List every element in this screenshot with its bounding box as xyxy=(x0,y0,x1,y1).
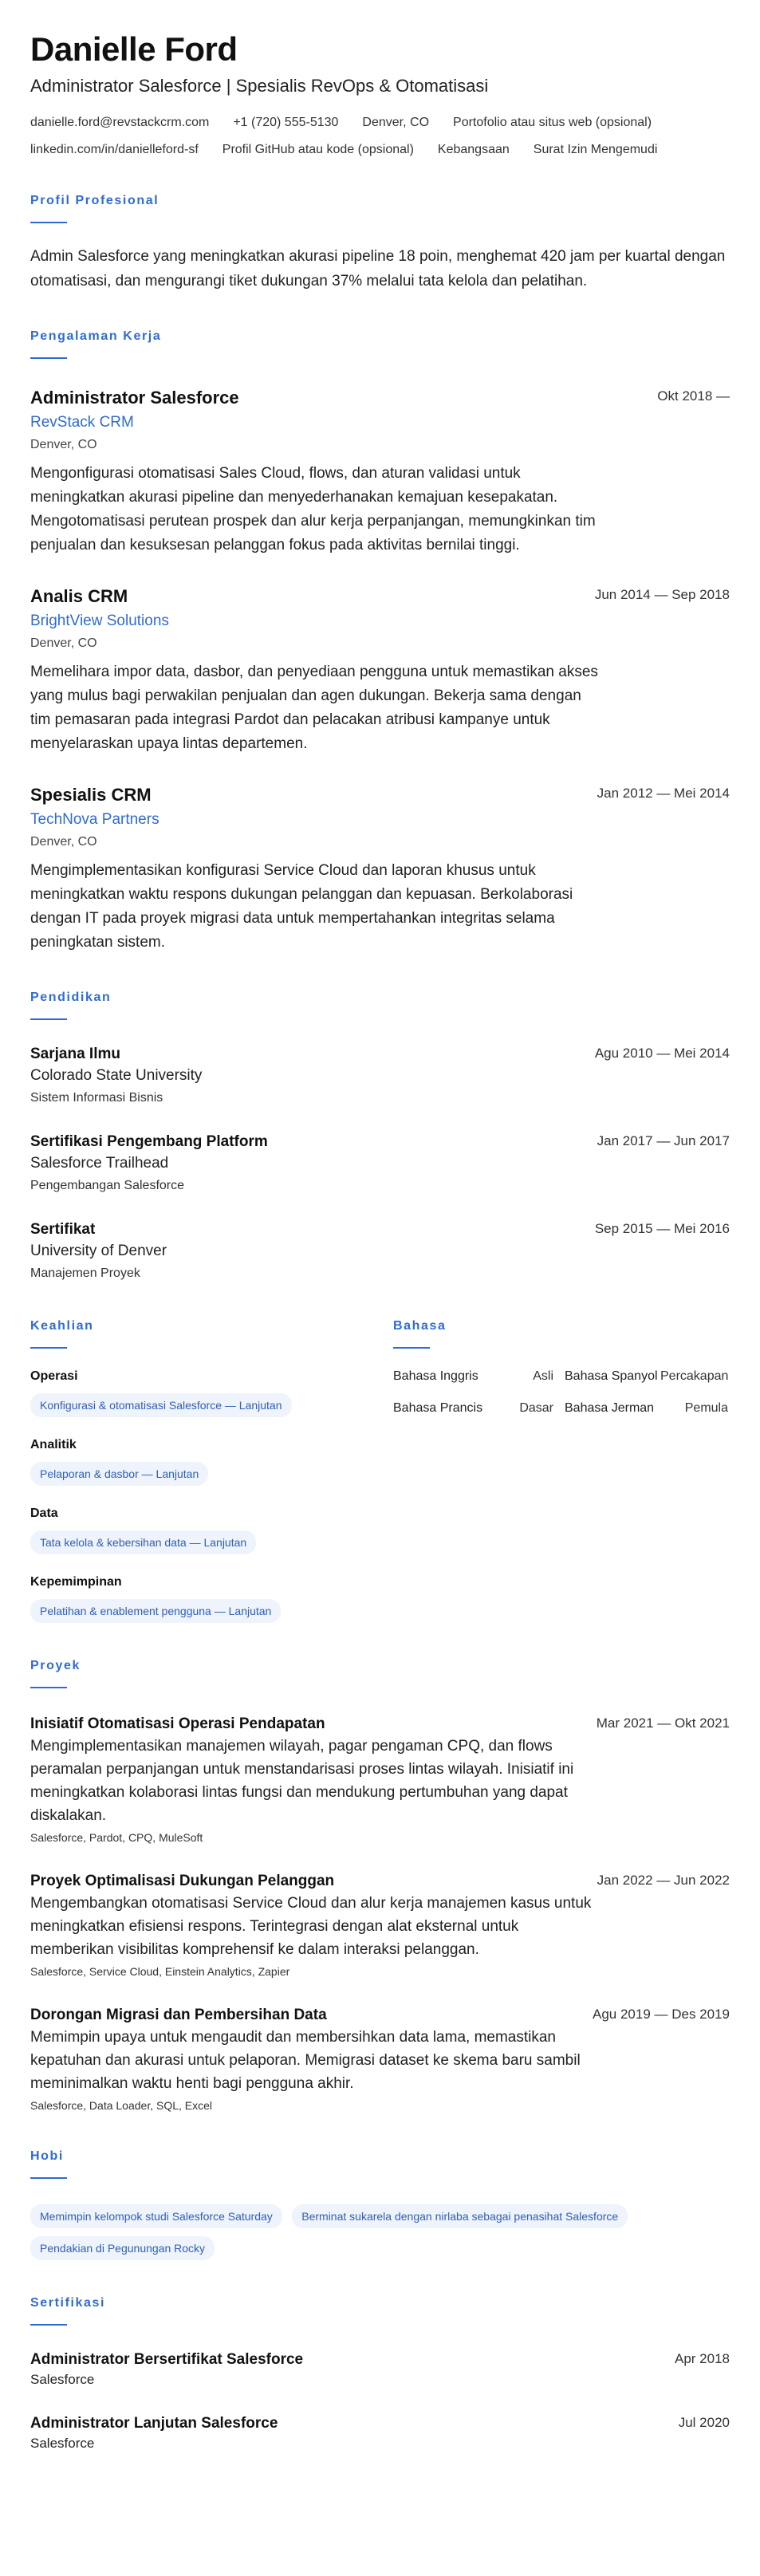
hobby-chip: Berminat sukarela dengan nirlaba sebagai penasihat Salesforce xyxy=(292,2204,628,2228)
hobbies-list xyxy=(30,2196,732,2260)
project-date: Agu 2019 — Des 2019 xyxy=(592,2007,730,2022)
section-divider xyxy=(30,357,67,359)
education-date: Sep 2015 — Mei 2016 xyxy=(594,1221,730,1236)
hobby-chip: Pendakian di Pegunungan Rocky xyxy=(30,2236,215,2260)
skills-languages-row xyxy=(30,1318,730,1623)
project-title: Dorongan Migrasi dan Pembersihan Data xyxy=(30,2007,327,2023)
contact-location: Denver, CO xyxy=(362,116,430,129)
hobby-chip: Memimpin kelompok studi Salesforce Saturday xyxy=(30,2204,282,2228)
certification-name: Administrator Lanjutan Salesforce xyxy=(30,2415,278,2432)
project-description: Mengembangkan otomatisasi Service Cloud dan alur kerja manajemen kasus untuk meningkatkan efisiensi respons. Terintegrasi dengan alat eksternal untuk memberikan visibilitas komprehensif ke dalam interaksi pelanggan. xyxy=(30,1895,592,1958)
languages-section xyxy=(393,1318,728,1623)
skill-chip: Pelaporan & dasbor — Lanjutan xyxy=(30,1462,208,1486)
language-name: Bahasa Jerman xyxy=(565,1401,655,1415)
job-description: Memelihara impor data, dasbor, dan penyediaan pengguna untuk memastikan akses yang mulus bagi perwakilan penjualan dan agen dukungan. Bekerja sama dengan tim pemasaran pada integrasi Pardot dan pelacakan atribusi kampanye untuk menyelaraskan upaya lintas departemen. xyxy=(30,664,598,752)
education-entry xyxy=(30,1132,730,1195)
education-school: Colorado State University xyxy=(30,1067,203,1084)
section-title: Bahasa xyxy=(393,1319,447,1333)
job-location: Denver, CO xyxy=(30,636,97,650)
language-name: Bahasa Prancis xyxy=(393,1401,483,1415)
skill-category: Analitik xyxy=(30,1438,77,1451)
education-field: Pengembangan Salesforce xyxy=(30,1179,185,1192)
language-name: Bahasa Inggris xyxy=(393,1369,478,1383)
education-degree: Sertifikat xyxy=(30,1221,96,1238)
section-divider xyxy=(30,2177,67,2179)
skill-category: Data xyxy=(30,1507,58,1520)
education-degree: Sertifikasi Pengembang Platform xyxy=(30,1133,268,1150)
candidate-name: Danielle Ford xyxy=(30,30,238,68)
project-date: Jan 2022 — Jun 2022 xyxy=(597,1873,730,1888)
section-divider xyxy=(30,1347,67,1349)
section-title: Sertifikasi xyxy=(30,2296,106,2310)
projects-section xyxy=(30,1658,730,2113)
contact-email[interactable]: danielle.ford@revstackcrm.com xyxy=(30,116,210,129)
education-school: University of Denver xyxy=(30,1243,167,1259)
education-field: Manajemen Proyek xyxy=(30,1266,140,1280)
language-level: Dasar xyxy=(519,1401,553,1415)
job-company: BrightView Solutions xyxy=(30,612,169,629)
summary-text: Admin Salesforce yang meningkatkan akurasi pipeline 18 poin, menghemat 420 jam per kuartal dengan otomatisasi, dan mengurangi tiket dukungan 37% melalui tata kelola dan pelatihan. xyxy=(30,248,726,290)
education-degree: Sarjana Ilmu xyxy=(30,1046,120,1062)
certification-date: Jul 2020 xyxy=(678,2415,730,2430)
contact-linkedin[interactable]: linkedin.com/in/danielleford-sf xyxy=(30,143,199,156)
project-title: Inisiatif Otomatisasi Operasi Pendapatan xyxy=(30,1715,325,1732)
section-title: Proyek xyxy=(30,1659,81,1672)
skill-group xyxy=(30,1574,393,1623)
skill-chip: Konfigurasi & otomatisasi Salesforce — Lanjutan xyxy=(30,1393,292,1417)
certification-issuer: Salesforce xyxy=(30,2436,95,2451)
job-date: Okt 2018 — xyxy=(657,388,730,404)
contact-nationality: Kebangsaan xyxy=(437,143,510,156)
skill-category: Kepemimpinan xyxy=(30,1575,122,1589)
skill-group xyxy=(30,1505,393,1554)
section-title: Profil Profesional xyxy=(30,194,159,207)
language-level: Asli xyxy=(533,1369,553,1383)
project-tech: Salesforce, Pardot, CPQ, MuleSoft xyxy=(30,1831,203,1844)
skill-group xyxy=(30,1436,393,1486)
project-description: Memimpin upaya untuk mengaudit dan membersihkan data lama, memastikan kepatuhan dan akurasi untuk pelaporan. Memigrasi dataset ke skema baru sambil meminimalkan waktu henti bagi pengguna akhir. xyxy=(30,2029,581,2092)
skill-group xyxy=(30,1368,393,1417)
certification-date: Apr 2018 xyxy=(675,2351,730,2366)
skills-section xyxy=(30,1318,393,1623)
education-section xyxy=(30,990,730,1283)
project-date: Mar 2021 — Okt 2021 xyxy=(596,1715,730,1731)
section-divider xyxy=(30,1018,67,1020)
job-entry xyxy=(30,585,730,756)
education-field: Sistem Informasi Bisnis xyxy=(30,1091,163,1105)
certifications-section xyxy=(30,2295,730,2453)
section-divider xyxy=(30,1687,67,1688)
project-entry xyxy=(30,1871,730,1979)
certification-name: Administrator Bersertifikat Salesforce xyxy=(30,2351,304,2368)
education-date: Agu 2010 — Mei 2014 xyxy=(594,1046,730,1061)
job-entry xyxy=(30,386,730,557)
project-description: Mengimplementasikan manajemen wilayah, pagar pengaman CPQ, dan flows peramalan perpanjangan untuk menstandarisasi proses lintas wilayah. Inisiatif ini meningkatkan kolaborasi lintas fungsi dan mendukung pertumbuhan yang dapat diskalakan. xyxy=(30,1738,574,1824)
job-entry xyxy=(30,783,730,955)
languages-list xyxy=(393,1368,728,1417)
job-date: Jan 2012 — Mei 2014 xyxy=(597,786,730,801)
skill-chip: Tata kelola & kebersihan data — Lanjutan xyxy=(30,1530,256,1554)
skill-category: Operasi xyxy=(30,1369,78,1383)
job-date: Jun 2014 — Sep 2018 xyxy=(594,587,730,602)
candidate-headline: Administrator Salesforce | Spesialis RevOps & Otomatisasi xyxy=(30,76,489,96)
education-entry xyxy=(30,1044,730,1108)
certification-issuer: Salesforce xyxy=(30,2372,95,2387)
job-company: TechNova Partners xyxy=(30,811,159,828)
section-title: Keahlian xyxy=(30,1319,94,1333)
education-entry xyxy=(30,1219,730,1283)
project-tech: Salesforce, Data Loader, SQL, Excel xyxy=(30,2099,213,2112)
section-title: Pengalaman Kerja xyxy=(30,329,162,343)
certification-entry xyxy=(30,2413,730,2453)
project-title: Proyek Optimalisasi Dukungan Pelanggan xyxy=(30,1873,335,1889)
section-divider xyxy=(30,222,67,223)
language-name: Bahasa Spanyol xyxy=(565,1369,658,1383)
contact-github[interactable]: Profil GitHub atau kode (opsional) xyxy=(222,143,414,156)
hobbies-section xyxy=(30,2149,730,2260)
education-school: Salesforce Trailhead xyxy=(30,1155,169,1172)
skill-chip: Pelatihan & enablement pengguna — Lanjutan xyxy=(30,1599,281,1623)
project-entry xyxy=(30,2005,730,2113)
experience-section xyxy=(30,329,730,955)
job-title: Administrator Salesforce xyxy=(30,388,239,408)
contact-license: Surat Izin Mengemudi xyxy=(533,143,658,156)
job-location: Denver, CO xyxy=(30,835,97,849)
contact-phone[interactable]: +1 (720) 555-5130 xyxy=(233,116,339,129)
job-title: Analis CRM xyxy=(30,586,128,606)
section-title: Hobi xyxy=(30,2149,64,2163)
contact-portfolio[interactable]: Portofolio atau situs web (opsional) xyxy=(453,116,652,129)
education-date: Jan 2017 — Jun 2017 xyxy=(597,1133,730,1148)
section-divider xyxy=(393,1347,430,1349)
resume-header xyxy=(30,30,730,158)
language-level: Pemula xyxy=(684,1401,728,1415)
section-title: Pendidikan xyxy=(30,991,112,1004)
job-company: RevStack CRM xyxy=(30,414,134,431)
job-description: Mengonfigurasi otomatisasi Sales Cloud, flows, dan aturan validasi untuk meningkatkan akurasi pipeline dan menyederhanakan kemajuan kesepakatan. Mengotomatisasi perutean prospek dan alur kerja perpanjangan, memungkinkan tim penjualan dan kesuksesan pelanggan fokus pada aktivitas bernilai tinggi. xyxy=(30,465,596,553)
summary-section xyxy=(30,193,730,293)
job-description: Mengimplementasikan konfigurasi Service Cloud dan laporan khusus untuk meningkatkan waktu respons dukungan pelanggan dan kepuasan. Berkolaborasi dengan IT pada proyek migrasi data untuk mempertahankan integritas selama peningkatan sistem. xyxy=(30,862,573,951)
project-tech: Salesforce, Service Cloud, Einstein Analytics, Zapier xyxy=(30,1965,290,1978)
job-location: Denver, CO xyxy=(30,438,97,451)
project-entry xyxy=(30,1714,730,1845)
certification-entry xyxy=(30,2350,730,2389)
section-divider xyxy=(30,2324,67,2326)
job-title: Spesialis CRM xyxy=(30,785,152,805)
language-level: Percakapan xyxy=(660,1369,729,1383)
contact-info xyxy=(30,115,730,158)
